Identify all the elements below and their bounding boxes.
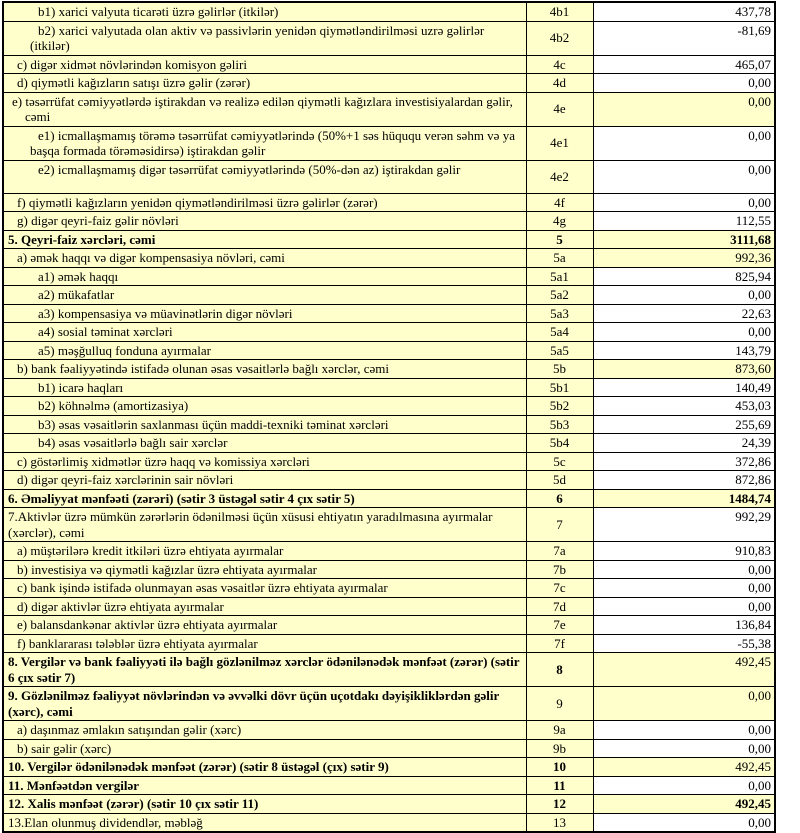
table-row xyxy=(3,795,775,814)
row-label-cell: e) təsərrüfat cəmiyyətlərdə iştirakdan və realizə edilən qiymətli kağızlara investisiyalardan gəlir, cəmi xyxy=(3,92,526,126)
row-label-cell: f) banklararası tələblər üzrə ehtiyata ayırmalar xyxy=(3,634,526,653)
row-value-cell: 492,45 xyxy=(593,758,775,777)
row-value-cell: 372,86 xyxy=(593,452,775,471)
table-row xyxy=(3,212,775,231)
row-code-cell: 4d xyxy=(526,74,593,93)
row-label-cell: c) bank işində istifadə olunmayan əsas vəsaitlər üzrə ehtiyata ayırmalar xyxy=(3,579,526,598)
row-value-cell: 0,00 xyxy=(593,193,775,212)
row-label-cell: 8. Vergilər və bank fəaliyyəti ilə bağlı gözlənilməz xərclər ödənilənədək mənfəət (zərər) (sətir 6 çıx sətir 7) xyxy=(3,653,526,687)
table-row xyxy=(3,74,775,93)
table-row xyxy=(3,249,775,268)
table-row xyxy=(3,452,775,471)
table-row xyxy=(3,193,775,212)
row-value-cell: -81,69 xyxy=(593,21,775,55)
row-label-cell: b) investisiya və qiymətli kağızlar üzrə ehtiyata ayırmalar xyxy=(3,560,526,579)
report-table-body xyxy=(3,2,775,832)
table-row xyxy=(3,560,775,579)
row-value-cell: 0,00 xyxy=(593,739,775,758)
row-label-cell: a4) sosial təminat xərcləri xyxy=(3,323,526,342)
row-value-cell: 0,00 xyxy=(593,323,775,342)
table-row xyxy=(3,508,775,542)
row-label-cell: b3) əsas vəsaitlərin saxlanması üçün maddi-texniki təminat xərcləri xyxy=(3,415,526,434)
row-label-cell: a1) əmək haqqı xyxy=(3,267,526,286)
row-code-cell: 4f xyxy=(526,193,593,212)
table-row xyxy=(3,378,775,397)
table-row xyxy=(3,341,775,360)
row-value-cell: 0,00 xyxy=(593,776,775,795)
table-row xyxy=(3,721,775,740)
row-label-cell: g) digər qeyri-faiz gəlir növləri xyxy=(3,212,526,231)
row-value-cell: 143,79 xyxy=(593,341,775,360)
row-value-cell: 453,03 xyxy=(593,397,775,416)
row-value-cell: 0,00 xyxy=(593,126,775,160)
row-label-cell: a) müştərilərə kredit itkiləri üzrə ehtiyata ayırmalar xyxy=(3,542,526,561)
row-code-cell: 4e2 xyxy=(526,160,593,193)
row-code-cell: 5c xyxy=(526,452,593,471)
row-code-cell: 5a2 xyxy=(526,286,593,305)
row-code-cell: 5b4 xyxy=(526,434,593,453)
table-row xyxy=(3,323,775,342)
row-code-cell: 4e xyxy=(526,92,593,126)
row-value-cell: 465,07 xyxy=(593,55,775,74)
row-value-cell: 492,45 xyxy=(593,653,775,687)
row-value-cell: 1484,74 xyxy=(593,489,775,508)
row-value-cell: 437,78 xyxy=(593,2,775,21)
row-code-cell: 13 xyxy=(526,813,593,832)
row-value-cell: 0,00 xyxy=(593,579,775,598)
row-code-cell: 5d xyxy=(526,471,593,490)
row-label-cell: e1) icmallaşmamış törəmə təsərrüfat cəmiyyətlərində (50%+1 səs hüququ verən səhm və ya başqa formada törəməsidirsə) iştirakdan gəlir xyxy=(3,126,526,160)
table-row xyxy=(3,267,775,286)
row-value-cell: 136,84 xyxy=(593,616,775,635)
row-code-cell: 5a1 xyxy=(526,267,593,286)
row-code-cell: 5a5 xyxy=(526,341,593,360)
row-label-cell: b1) icarə haqları xyxy=(3,378,526,397)
table-row xyxy=(3,687,775,721)
table-row xyxy=(3,160,775,193)
table-row xyxy=(3,55,775,74)
row-value-cell: 3111,68 xyxy=(593,230,775,249)
row-code-cell: 4e1 xyxy=(526,126,593,160)
table-row xyxy=(3,489,775,508)
table-row xyxy=(3,360,775,379)
row-value-cell: 0,00 xyxy=(593,597,775,616)
table-row xyxy=(3,542,775,561)
table-row xyxy=(3,471,775,490)
row-label-cell: 13.Elan olunmuş dividendlər, məbləğ xyxy=(3,813,526,832)
row-label-cell: b) bank fəaliyyətində istifadə olunan əsas vəsaitlərlə bağlı xərclər, cəmi xyxy=(3,360,526,379)
row-value-cell: 22,63 xyxy=(593,304,775,323)
row-label-cell: b2) xarici valyutada olan aktiv və passivlərin yenidən qiymətləndirilməsi uzrə gəlirlər (itkilər) xyxy=(3,21,526,55)
row-value-cell: 0,00 xyxy=(593,160,775,193)
row-code-cell: 7b xyxy=(526,560,593,579)
row-label-cell: e2) icmallaşmamış digər təsərrüfat cəmiyyətlərində (50%-dən az) iştirakdan gəlir xyxy=(3,160,526,193)
row-code-cell: 5a4 xyxy=(526,323,593,342)
row-value-cell: 0,00 xyxy=(593,74,775,93)
row-code-cell: 9b xyxy=(526,739,593,758)
table-row xyxy=(3,126,775,160)
row-value-cell: 112,55 xyxy=(593,212,775,231)
row-value-cell: -55,38 xyxy=(593,634,775,653)
row-label-cell: d) digər qeyri-faiz xərclərinin sair növləri xyxy=(3,471,526,490)
row-code-cell: 12 xyxy=(526,795,593,814)
row-label-cell: b2) köhnəlmə (amortizasiya) xyxy=(3,397,526,416)
table-row xyxy=(3,304,775,323)
row-value-cell: 0,00 xyxy=(593,92,775,126)
row-label-cell: b) sair gəlir (xərc) xyxy=(3,739,526,758)
table-row xyxy=(3,286,775,305)
row-label-cell: b4) əsas vəsaitlərlə bağlı sair xərclər xyxy=(3,434,526,453)
table-row xyxy=(3,813,775,832)
table-row xyxy=(3,434,775,453)
row-value-cell: 0,00 xyxy=(593,813,775,832)
row-label-cell: a5) məşğulluq fonduna ayırmalar xyxy=(3,341,526,360)
table-row xyxy=(3,597,775,616)
row-code-cell: 7 xyxy=(526,508,593,542)
row-label-cell: a) daşınmaz əmlakın satışından gəlir (xərc) xyxy=(3,721,526,740)
row-code-cell: 4g xyxy=(526,212,593,231)
table-row xyxy=(3,92,775,126)
row-value-cell: 0,00 xyxy=(593,286,775,305)
row-value-cell: 0,00 xyxy=(593,560,775,579)
table-row xyxy=(3,776,775,795)
row-label-cell: e) balansdankənar aktivlər üzrə ehtiyata ayırmalar xyxy=(3,616,526,635)
table-row xyxy=(3,653,775,687)
row-code-cell: 7d xyxy=(526,597,593,616)
table-row xyxy=(3,415,775,434)
table-row xyxy=(3,2,775,21)
row-label-cell: 10. Vergilər ödənilənədək mənfəət (zərər) (sətir 8 üstəgəl (çıx) sətir 9) xyxy=(3,758,526,777)
row-value-cell: 910,83 xyxy=(593,542,775,561)
row-code-cell: 5a xyxy=(526,249,593,268)
row-code-cell: 5b xyxy=(526,360,593,379)
table-row xyxy=(3,739,775,758)
table-row xyxy=(3,634,775,653)
row-value-cell: 992,36 xyxy=(593,249,775,268)
row-code-cell: 5a3 xyxy=(526,304,593,323)
row-label-cell: 6. Əməliyyat mənfəəti (zərəri) (sətir 3 üstəgəl sətir 4 çıx sətir 5) xyxy=(3,489,526,508)
row-code-cell: 7c xyxy=(526,579,593,598)
row-label-cell: 9. Gözlənilməz fəaliyyət növlərindən və əvvəlki dövr üçün uçotdakı dəyişikliklərdən gəlir (xərc), cəmi xyxy=(3,687,526,721)
row-value-cell: 873,60 xyxy=(593,360,775,379)
row-label-cell: f) qiymətli kağızların yenidən qiymətləndirilməsi üzrə gəlirlər (zərər) xyxy=(3,193,526,212)
row-value-cell: 872,86 xyxy=(593,471,775,490)
row-code-cell: 4b1 xyxy=(526,2,593,21)
row-label-cell: 5. Qeyri-faiz xərcləri, cəmi xyxy=(3,230,526,249)
financial-report-table xyxy=(2,1,776,833)
row-label-cell: a3) kompensasiya və müavinətlərin digər növləri xyxy=(3,304,526,323)
row-value-cell: 0,00 xyxy=(593,687,775,721)
row-value-cell: 0,00 xyxy=(593,721,775,740)
row-code-cell: 7f xyxy=(526,634,593,653)
row-label-cell: a) əmək haqqı və digər kompensasiya növləri, cəmi xyxy=(3,249,526,268)
table-row xyxy=(3,397,775,416)
row-code-cell: 6 xyxy=(526,489,593,508)
row-label-cell: 7.Aktivlər üzrə mümkün zərərlərin ödənilməsi üçün xüsusi ehtiyatın yaradılmasına ayırmalar (xərclər), cəmi xyxy=(3,508,526,542)
row-code-cell: 5b2 xyxy=(526,397,593,416)
table-row xyxy=(3,230,775,249)
row-label-cell: c) digər xidmət növlərindən komisyon gəliri xyxy=(3,55,526,74)
row-code-cell: 5 xyxy=(526,230,593,249)
table-row xyxy=(3,616,775,635)
row-code-cell: 4b2 xyxy=(526,21,593,55)
row-code-cell: 7e xyxy=(526,616,593,635)
table-row xyxy=(3,579,775,598)
row-value-cell: 992,29 xyxy=(593,508,775,542)
row-code-cell: 10 xyxy=(526,758,593,777)
row-label-cell: c) göstərlimiş xidmətlər üzrə haqq və komissiya xərcləri xyxy=(3,452,526,471)
row-label-cell: 11. Mənfəətdən vergilər xyxy=(3,776,526,795)
row-value-cell: 140,49 xyxy=(593,378,775,397)
row-code-cell: 4c xyxy=(526,55,593,74)
row-code-cell: 9 xyxy=(526,687,593,721)
row-label-cell: d) qiymətli kağızların satışı üzrə gəlir (zərər) xyxy=(3,74,526,93)
row-label-cell: b1) xarici valyuta ticarəti üzrə gəlirlər (itkilər) xyxy=(3,2,526,21)
row-code-cell: 11 xyxy=(526,776,593,795)
row-label-cell: 12. Xalis mənfəət (zərər) (sətir 10 çıx sətir 11) xyxy=(3,795,526,814)
row-code-cell: 7a xyxy=(526,542,593,561)
row-label-cell: a2) mükafatlar xyxy=(3,286,526,305)
table-row xyxy=(3,758,775,777)
row-code-cell: 5b3 xyxy=(526,415,593,434)
row-code-cell: 9a xyxy=(526,721,593,740)
row-code-cell: 5b1 xyxy=(526,378,593,397)
row-value-cell: 255,69 xyxy=(593,415,775,434)
row-code-cell: 8 xyxy=(526,653,593,687)
row-value-cell: 825,94 xyxy=(593,267,775,286)
table-row xyxy=(3,21,775,55)
row-value-cell: 492,45 xyxy=(593,795,775,814)
row-label-cell: d) digər aktivlər üzrə ehtiyata ayırmalar xyxy=(3,597,526,616)
row-value-cell: 24,39 xyxy=(593,434,775,453)
